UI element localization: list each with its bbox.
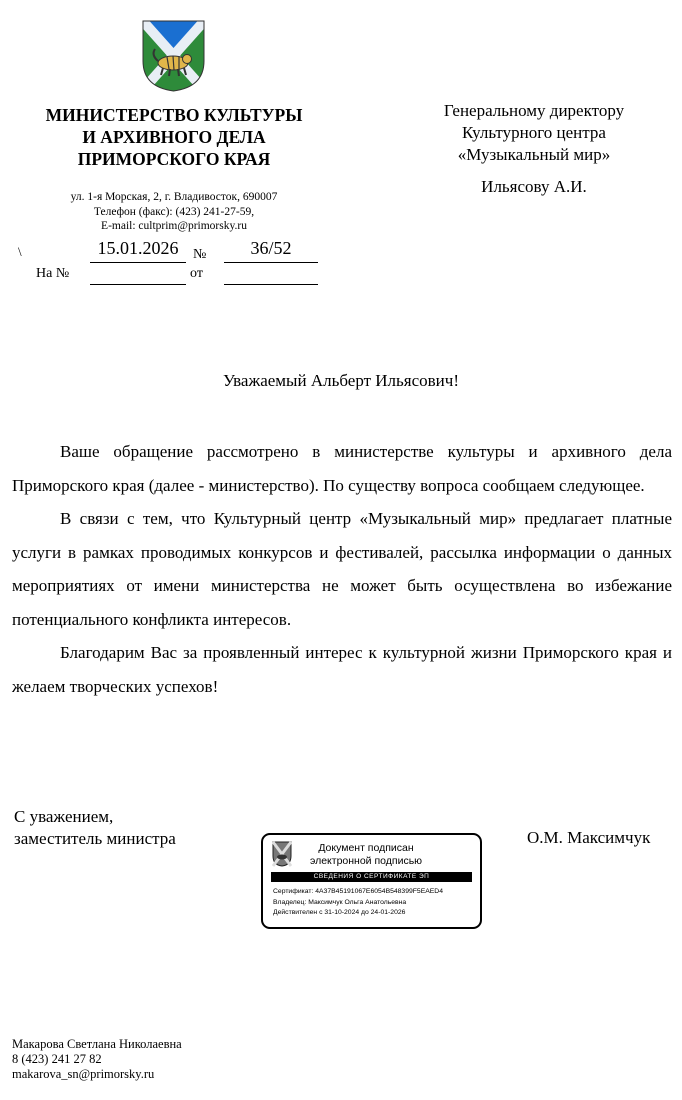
letter-body	[12, 435, 672, 703]
certificate-details	[273, 887, 443, 919]
electronic-signature-stamp	[261, 833, 482, 929]
recipient-block	[400, 100, 668, 166]
stamp-title-line: электронной подписью	[309, 854, 423, 867]
email-line: E-mail: cultprim@primorsky.ru	[101, 220, 247, 232]
phone-line: Телефон (факс): (423) 241-27-59,	[93, 205, 255, 218]
executor-block	[12, 1037, 182, 1082]
stamp-title	[301, 842, 431, 867]
registration-number: 36/52	[250, 238, 292, 258]
reference-date-label: от	[190, 266, 203, 281]
body-paragraph: Ваше обращение рассмотрено в министерстве культуры и архивного дела Приморского края (далее - министерство). По существу вопроса сообщаем следующее.	[12, 442, 672, 495]
certificate-validity: Действителен с 31-10-2024 до 24-01-2026	[273, 909, 406, 916]
signer-name: О.М. Максимчук	[527, 828, 651, 847]
recipient-line: Культурного центра	[462, 123, 606, 142]
registration-date: 15.01.2026	[97, 238, 179, 258]
closing-block	[14, 806, 176, 850]
body-paragraph: В связи с тем, что Культурный центр «Музыкальный мир» предлагает платные услуги в рамках проводимых конкурсов и фестивалей, рассылка информации о данных мероприятиях от имени министерства не может быть осуществлена во избежание потенциального конфликта интересов.	[12, 509, 672, 629]
coat-of-arms-emblem	[141, 19, 206, 92]
executor-email: makarova_sn@primorsky.ru	[12, 1067, 155, 1081]
registration-number-label: №	[193, 247, 207, 262]
recipient-name: Ильясову А.И.	[481, 177, 587, 196]
executor-name: Макарова Светлана Николаевна	[12, 1037, 182, 1051]
ministry-name	[20, 104, 328, 170]
number-underline	[224, 262, 318, 263]
address-line: ул. 1-я Морская, 2, г. Владивосток, 690007	[70, 191, 278, 203]
ministry-name-line: ПРИМОРСКОГО КРАЯ	[77, 149, 271, 169]
reference-number-underline	[90, 284, 186, 285]
executor-phone: 8 (423) 241 27 82	[12, 1052, 102, 1066]
ministry-name-line: МИНИСТЕРСТВО КУЛЬТУРЫ	[45, 105, 303, 125]
date-underline	[90, 262, 186, 263]
signer-position: заместитель министра	[14, 829, 176, 848]
certificate-owner: Владелец: Максимчук Ольга Анатольевна	[273, 898, 407, 906]
coat-of-arms-icon	[272, 841, 292, 867]
ministry-name-line: И АРХИВНОГО ДЕЛА	[82, 127, 266, 147]
recipient-line: «Музыкальный мир»	[457, 145, 611, 164]
body-paragraph: Благодарим Вас за проявленный интерес к культурной жизни Приморского края и желаем творческих успехов!	[12, 643, 672, 696]
certificate-info-bar: СВЕДЕНИЯ О СЕРТИФИКАТЕ ЭП	[271, 872, 472, 882]
ministry-address	[30, 190, 318, 234]
reference-date-underline	[224, 284, 318, 285]
stamp-title-line: Документ подписан	[318, 842, 414, 854]
reference-number-label: На №	[36, 266, 70, 281]
closing-regards: С уважением,	[14, 807, 114, 826]
greeting: Уважаемый Альберт Ильясович!	[223, 371, 459, 390]
certificate-id: Сертификат: 4A37B45191067E6054B548399F5EAED4	[273, 888, 443, 895]
recipient-line: Генеральному директору	[443, 101, 625, 120]
registration-mark: \	[18, 244, 22, 259]
